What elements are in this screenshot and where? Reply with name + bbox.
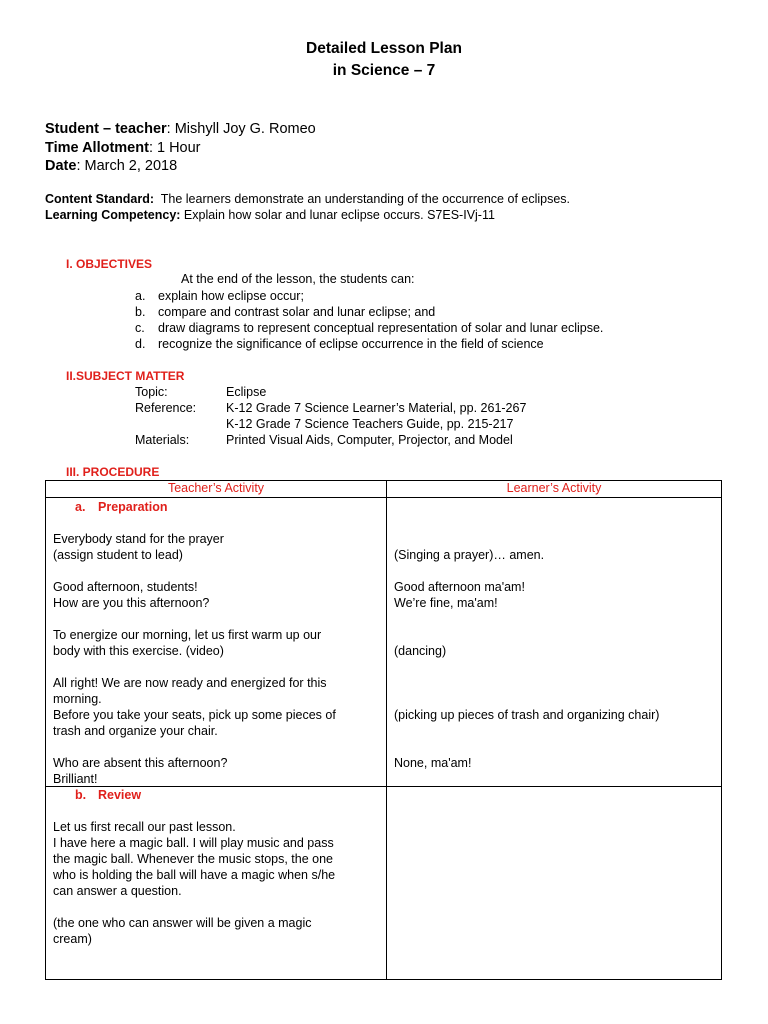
- teacher-line: body with this exercise. (video): [53, 644, 224, 658]
- objective-text: explain how eclipse occur;: [158, 289, 304, 303]
- learner-line: (picking up pieces of trash and organizing chair): [394, 708, 660, 722]
- teacher-line: Let us first recall our past lesson.: [53, 820, 236, 834]
- content-standard-value: The learners demonstrate an understanding of the occurrence of eclipses.: [154, 192, 571, 206]
- review-learner-cell: [387, 787, 722, 980]
- teacher-line: Brilliant!: [53, 772, 98, 786]
- materials-value: Printed Visual Aids, Computer, Projector, and Model: [226, 433, 513, 447]
- objective-text: draw diagrams to represent conceptual representation of solar and lunar eclipse.: [158, 321, 604, 335]
- date-value: : March 2, 2018: [76, 158, 178, 174]
- procedure-table: [45, 480, 722, 980]
- time-allotment-label: Time Allotment: [45, 140, 149, 156]
- content-standard-line: [45, 191, 570, 207]
- phase-letter: a.: [75, 500, 86, 514]
- objective-item: [135, 288, 304, 304]
- phase-letter: b.: [75, 788, 87, 802]
- document-title: Detailed Lesson Plan: [306, 40, 462, 57]
- teacher-line: Who are absent this afternoon?: [53, 756, 228, 770]
- objectives-intro: At the end of the lesson, the students can:: [181, 272, 415, 286]
- teacher-activity-header: Teacher’s Activity: [46, 481, 387, 498]
- phase-title: Preparation: [98, 500, 168, 514]
- learner-line: We’re fine, ma'am!: [394, 596, 498, 610]
- review-heading: [75, 787, 141, 803]
- teacher-line: How are you this afternoon?: [53, 596, 210, 610]
- teacher-line: cream): [53, 932, 92, 946]
- teacher-line: Everybody stand for the prayer: [53, 532, 224, 546]
- procedure-heading: III. PROCEDURE: [66, 465, 160, 479]
- teacher-line: can answer a question.: [53, 884, 182, 898]
- preparation-heading: [75, 499, 167, 515]
- objective-item: [135, 320, 603, 336]
- teacher-line: the magic ball. Whenever the music stops, the one: [53, 852, 334, 866]
- teacher-line: I have here a magic ball. I will play music and pass: [53, 836, 334, 850]
- teacher-line: (assign student to lead): [53, 548, 183, 562]
- date-label: Date: [45, 158, 77, 174]
- teacher-line: morning.: [53, 692, 102, 706]
- student-teacher-label: Student – teacher: [45, 121, 167, 137]
- reference-value: K-12 Grade 7 Science Teachers Guide, pp. 215-217: [226, 417, 514, 431]
- learner-line: (dancing): [394, 644, 447, 658]
- table-row: [46, 498, 722, 787]
- learner-activity-header: Learner’s Activity: [387, 481, 722, 498]
- objective-letter: a.: [135, 289, 146, 303]
- topic-label: Topic:: [135, 385, 168, 399]
- objective-letter: c.: [135, 321, 145, 335]
- table-row: [46, 787, 722, 980]
- subject-matter-heading: II.SUBJECT MATTER: [66, 369, 185, 383]
- student-teacher-value: : Mishyll Joy G. Romeo: [166, 121, 316, 137]
- objective-letter: b.: [135, 305, 146, 319]
- document-subtitle: in Science – 7: [332, 62, 436, 79]
- teacher-line: All right! We are now ready and energized for this: [53, 676, 327, 690]
- objective-letter: d.: [135, 337, 146, 351]
- teacher-line: Good afternoon, students!: [53, 580, 198, 594]
- review-teacher-cell: [46, 787, 387, 980]
- preparation-learner-cell: [387, 498, 722, 787]
- student-teacher-line: [45, 120, 316, 138]
- learner-line: None, ma'am!: [394, 756, 472, 770]
- learner-line: Good afternoon ma'am!: [394, 580, 525, 594]
- objective-text: compare and contrast solar and lunar eclipse; and: [158, 305, 436, 319]
- learning-competency-line: [45, 207, 495, 223]
- teacher-line: Before you take your seats, pick up some pieces of: [53, 708, 336, 722]
- learning-competency-label: Learning Competency:: [45, 208, 181, 222]
- topic-value: Eclipse: [226, 385, 267, 399]
- reference-value: K-12 Grade 7 Science Learner’s Material, pp. 261-267: [226, 401, 527, 415]
- objectives-heading: I. OBJECTIVES: [66, 257, 153, 271]
- objective-item: [135, 336, 544, 352]
- table-header-row: [46, 481, 722, 498]
- materials-label: Materials:: [135, 433, 190, 447]
- date-line: [45, 157, 177, 175]
- learning-competency-value: Explain how solar and lunar eclipse occurs. S7ES-IVj-11: [180, 208, 495, 222]
- preparation-teacher-cell: [46, 498, 387, 787]
- teacher-line: trash and organize your chair.: [53, 724, 218, 738]
- objective-item: [135, 304, 435, 320]
- phase-title: Review: [98, 788, 142, 802]
- learner-line: (Singing a prayer)… amen.: [394, 548, 545, 562]
- time-allotment-line: [45, 139, 201, 157]
- objective-text: recognize the significance of eclipse occurrence in the field of science: [158, 337, 544, 351]
- teacher-line: To energize our morning, let us first warm up our: [53, 628, 322, 642]
- reference-label: Reference:: [135, 401, 197, 415]
- teacher-line: (the one who can answer will be given a magic: [53, 916, 312, 930]
- content-standard-label: Content Standard:: [45, 192, 155, 206]
- teacher-line: who is holding the ball will have a magic when s/he: [53, 868, 336, 882]
- time-allotment-value: : 1 Hour: [148, 140, 201, 156]
